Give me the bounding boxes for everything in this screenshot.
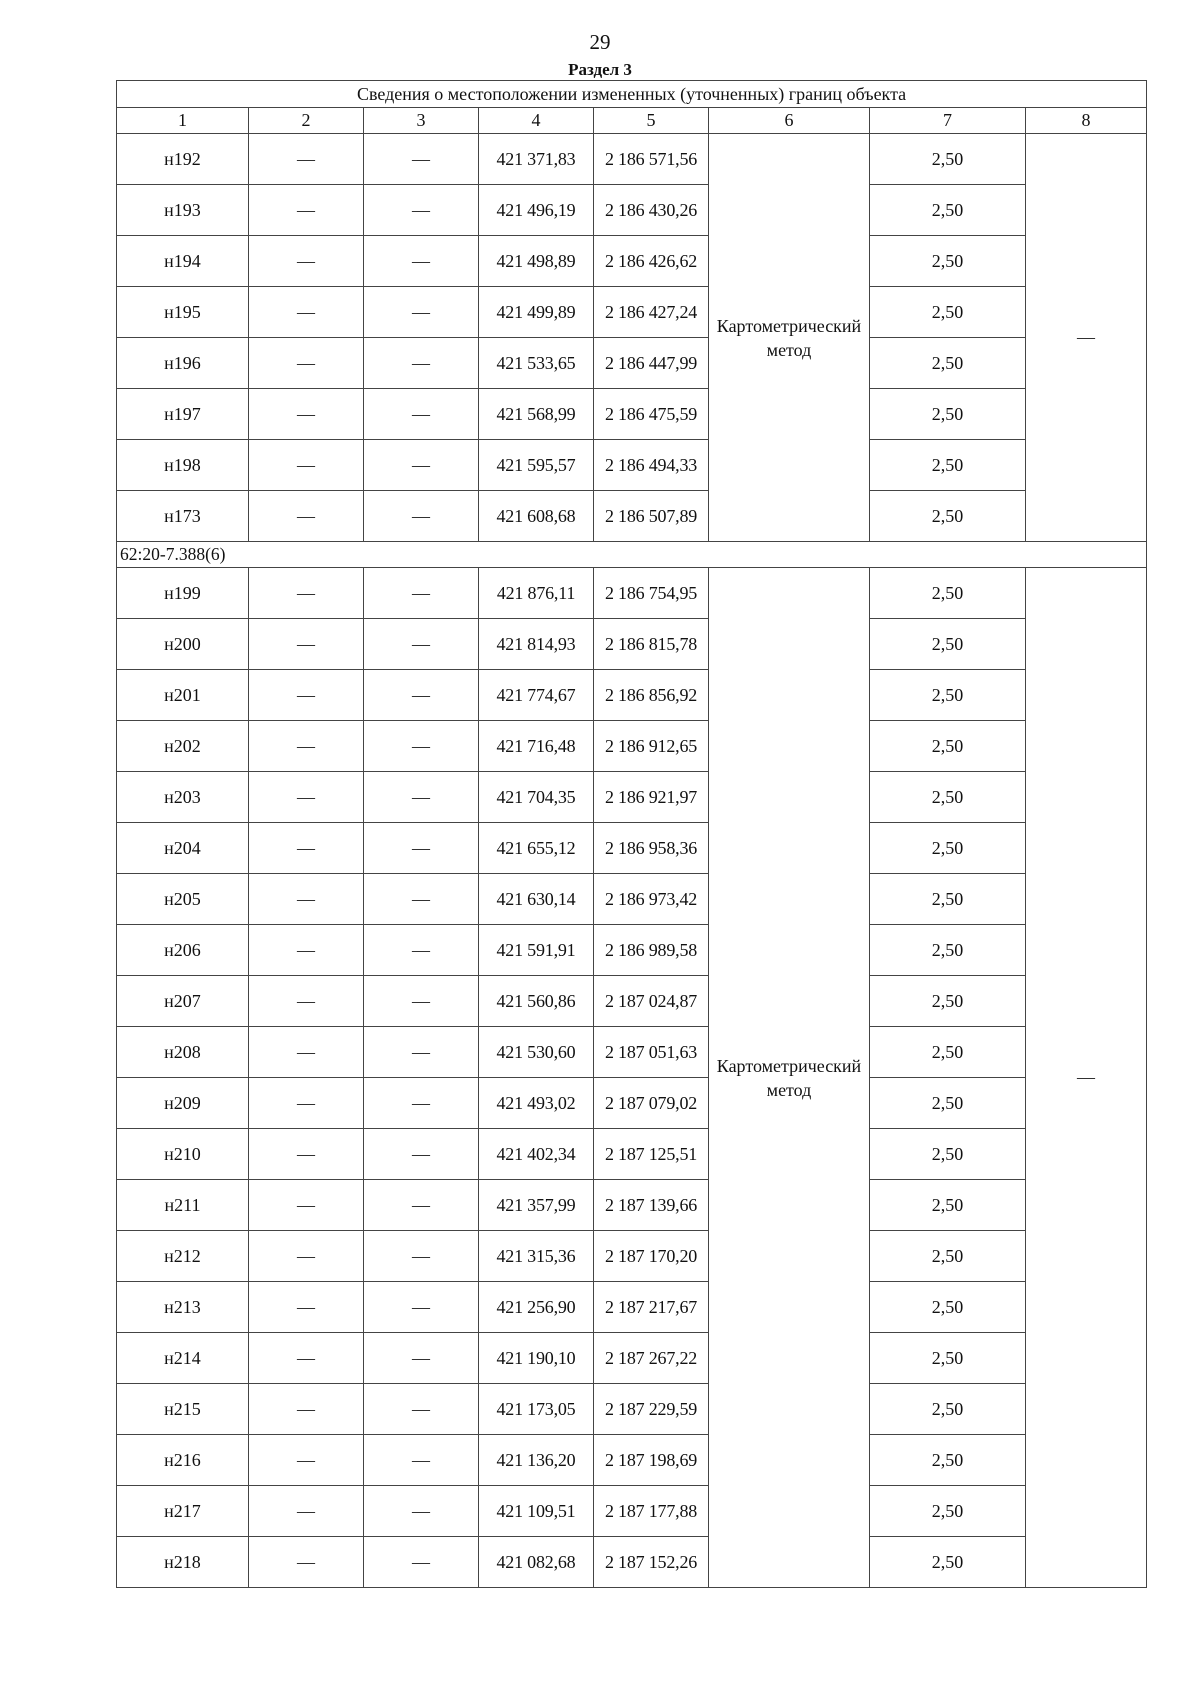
accuracy-cell: 2,50 <box>870 1333 1026 1384</box>
column-3-cell: — <box>364 134 479 185</box>
column-3-cell: — <box>364 619 479 670</box>
point-name-cell: н215 <box>117 1384 249 1435</box>
column-2-cell: — <box>249 389 364 440</box>
table-caption: Сведения о местоположении измененных (уточненных) границ объекта <box>117 81 1147 108</box>
point-name-cell: н195 <box>117 287 249 338</box>
coordinate-x-cell: 421 136,20 <box>479 1435 594 1486</box>
column-3-cell: — <box>364 1078 479 1129</box>
coordinate-x-cell: 421 530,60 <box>479 1027 594 1078</box>
accuracy-cell: 2,50 <box>870 134 1026 185</box>
accuracy-cell: 2,50 <box>870 1180 1026 1231</box>
column-2-cell: — <box>249 1231 364 1282</box>
coordinate-y-cell: 2 186 973,42 <box>594 874 709 925</box>
coordinate-x-cell: 421 499,89 <box>479 287 594 338</box>
column-3-cell: — <box>364 491 479 542</box>
column-2-cell: — <box>249 287 364 338</box>
point-name-cell: н201 <box>117 670 249 721</box>
column-2-cell: — <box>249 925 364 976</box>
table-row <box>117 823 1147 874</box>
accuracy-cell: 2,50 <box>870 185 1026 236</box>
coordinate-y-cell: 2 186 427,24 <box>594 287 709 338</box>
coordinate-x-cell: 421 371,83 <box>479 134 594 185</box>
column-2-cell: — <box>249 721 364 772</box>
coordinate-y-cell: 2 187 139,66 <box>594 1180 709 1231</box>
accuracy-cell: 2,50 <box>870 1129 1026 1180</box>
column-3-cell: — <box>364 1282 479 1333</box>
point-name-cell: н203 <box>117 772 249 823</box>
point-name-cell: н197 <box>117 389 249 440</box>
column-3-cell: — <box>364 874 479 925</box>
point-name-cell: н218 <box>117 1537 249 1588</box>
column-3-cell: — <box>364 440 479 491</box>
table-row <box>117 1384 1147 1435</box>
coordinate-x-cell: 421 655,12 <box>479 823 594 874</box>
table-row <box>117 568 1147 619</box>
coordinate-x-cell: 421 568,99 <box>479 389 594 440</box>
table-row <box>117 1027 1147 1078</box>
coordinate-x-cell: 421 876,11 <box>479 568 594 619</box>
column-2-cell: — <box>249 1129 364 1180</box>
cadastral-group-label: 62:20-7.388(6) <box>117 542 1147 568</box>
column-8-cell: — <box>1026 568 1147 1588</box>
column-number: 8 <box>1026 108 1147 134</box>
coordinate-y-cell: 2 187 267,22 <box>594 1333 709 1384</box>
accuracy-cell: 2,50 <box>870 1027 1026 1078</box>
coordinate-x-cell: 421 493,02 <box>479 1078 594 1129</box>
boundary-table <box>116 80 1147 1588</box>
coordinate-y-cell: 2 186 426,62 <box>594 236 709 287</box>
coordinate-y-cell: 2 186 494,33 <box>594 440 709 491</box>
accuracy-cell: 2,50 <box>870 976 1026 1027</box>
column-2-cell: — <box>249 1027 364 1078</box>
point-name-cell: н214 <box>117 1333 249 1384</box>
table-row <box>117 389 1147 440</box>
column-3-cell: — <box>364 721 479 772</box>
column-2-cell: — <box>249 1486 364 1537</box>
column-2-cell: — <box>249 1333 364 1384</box>
column-3-cell: — <box>364 1384 479 1435</box>
table-row <box>117 670 1147 721</box>
coordinate-y-cell: 2 187 229,59 <box>594 1384 709 1435</box>
point-name-cell: н208 <box>117 1027 249 1078</box>
point-name-cell: н202 <box>117 721 249 772</box>
accuracy-cell: 2,50 <box>870 236 1026 287</box>
column-2-cell: — <box>249 491 364 542</box>
table-row <box>117 1537 1147 1588</box>
column-2-cell: — <box>249 440 364 491</box>
coordinate-x-cell: 421 716,48 <box>479 721 594 772</box>
table-row <box>117 1333 1147 1384</box>
column-2-cell: — <box>249 1078 364 1129</box>
column-3-cell: — <box>364 1180 479 1231</box>
accuracy-cell: 2,50 <box>870 1384 1026 1435</box>
column-2-cell: — <box>249 134 364 185</box>
accuracy-cell: 2,50 <box>870 1537 1026 1588</box>
accuracy-cell: 2,50 <box>870 1078 1026 1129</box>
column-3-cell: — <box>364 1231 479 1282</box>
column-3-cell: — <box>364 185 479 236</box>
coordinate-x-cell: 421 498,89 <box>479 236 594 287</box>
point-name-cell: н199 <box>117 568 249 619</box>
column-3-cell: — <box>364 287 479 338</box>
coordinate-y-cell: 2 186 815,78 <box>594 619 709 670</box>
point-name-cell: н211 <box>117 1180 249 1231</box>
table-row <box>117 1282 1147 1333</box>
accuracy-cell: 2,50 <box>870 389 1026 440</box>
coordinate-x-cell: 421 814,93 <box>479 619 594 670</box>
table-row <box>117 925 1147 976</box>
point-name-cell: н213 <box>117 1282 249 1333</box>
accuracy-cell: 2,50 <box>870 568 1026 619</box>
accuracy-cell: 2,50 <box>870 1435 1026 1486</box>
coordinate-y-cell: 2 187 198,69 <box>594 1435 709 1486</box>
coordinate-y-cell: 2 186 856,92 <box>594 670 709 721</box>
accuracy-cell: 2,50 <box>870 925 1026 976</box>
table-row <box>117 491 1147 542</box>
column-number: 3 <box>364 108 479 134</box>
point-name-cell: н196 <box>117 338 249 389</box>
coordinate-x-cell: 421 774,67 <box>479 670 594 721</box>
column-number: 2 <box>249 108 364 134</box>
column-3-cell: — <box>364 823 479 874</box>
accuracy-cell: 2,50 <box>870 1282 1026 1333</box>
column-3-cell: — <box>364 772 479 823</box>
accuracy-cell: 2,50 <box>870 440 1026 491</box>
section-title: Раздел 3 <box>568 60 632 79</box>
coordinate-x-cell: 421 630,14 <box>479 874 594 925</box>
column-2-cell: — <box>249 823 364 874</box>
coordinate-x-cell: 421 533,65 <box>479 338 594 389</box>
method-cell: Картометрический метод <box>709 568 870 1588</box>
coordinate-y-cell: 2 187 177,88 <box>594 1486 709 1537</box>
coordinate-y-cell: 2 186 912,65 <box>594 721 709 772</box>
method-cell: Картометрический метод <box>709 134 870 542</box>
coordinate-y-cell: 2 186 571,56 <box>594 134 709 185</box>
accuracy-cell: 2,50 <box>870 338 1026 389</box>
column-3-cell: — <box>364 1027 479 1078</box>
accuracy-cell: 2,50 <box>870 491 1026 542</box>
point-name-cell: н173 <box>117 491 249 542</box>
table-row <box>117 874 1147 925</box>
coordinate-y-cell: 2 187 170,20 <box>594 1231 709 1282</box>
column-number: 4 <box>479 108 594 134</box>
column-3-cell: — <box>364 1333 479 1384</box>
column-3-cell: — <box>364 1486 479 1537</box>
coordinate-y-cell: 2 186 989,58 <box>594 925 709 976</box>
coordinate-x-cell: 421 560,86 <box>479 976 594 1027</box>
accuracy-cell: 2,50 <box>870 823 1026 874</box>
coordinate-y-cell: 2 187 217,67 <box>594 1282 709 1333</box>
table-row <box>117 440 1147 491</box>
table-row <box>117 1486 1147 1537</box>
table-row <box>117 1231 1147 1282</box>
table-caption-row <box>117 81 1147 108</box>
coordinate-x-cell: 421 591,91 <box>479 925 594 976</box>
column-number: 1 <box>117 108 249 134</box>
table-row <box>117 1435 1147 1486</box>
column-2-cell: — <box>249 1282 364 1333</box>
point-name-cell: н207 <box>117 976 249 1027</box>
column-2-cell: — <box>249 670 364 721</box>
column-number-row <box>117 108 1147 134</box>
point-name-cell: н206 <box>117 925 249 976</box>
table-row <box>117 1078 1147 1129</box>
column-3-cell: — <box>364 236 479 287</box>
point-name-cell: н200 <box>117 619 249 670</box>
coordinate-y-cell: 2 187 079,02 <box>594 1078 709 1129</box>
coordinate-x-cell: 421 496,19 <box>479 185 594 236</box>
point-name-cell: н212 <box>117 1231 249 1282</box>
accuracy-cell: 2,50 <box>870 874 1026 925</box>
column-3-cell: — <box>364 568 479 619</box>
table-row <box>117 619 1147 670</box>
column-2-cell: — <box>249 185 364 236</box>
column-2-cell: — <box>249 619 364 670</box>
point-name-cell: н205 <box>117 874 249 925</box>
column-3-cell: — <box>364 1435 479 1486</box>
point-name-cell: н216 <box>117 1435 249 1486</box>
coordinate-y-cell: 2 186 507,89 <box>594 491 709 542</box>
coordinate-y-cell: 2 187 051,63 <box>594 1027 709 1078</box>
accuracy-cell: 2,50 <box>870 670 1026 721</box>
table-row <box>117 185 1147 236</box>
coordinate-x-cell: 421 082,68 <box>479 1537 594 1588</box>
coordinate-x-cell: 421 109,51 <box>479 1486 594 1537</box>
point-name-cell: н204 <box>117 823 249 874</box>
point-name-cell: н194 <box>117 236 249 287</box>
coordinate-x-cell: 421 608,68 <box>479 491 594 542</box>
table-body <box>117 134 1147 1588</box>
column-3-cell: — <box>364 389 479 440</box>
coordinate-y-cell: 2 187 152,26 <box>594 1537 709 1588</box>
point-name-cell: н209 <box>117 1078 249 1129</box>
point-name-cell: н198 <box>117 440 249 491</box>
accuracy-cell: 2,50 <box>870 1486 1026 1537</box>
column-3-cell: — <box>364 976 479 1027</box>
table-row <box>117 287 1147 338</box>
column-2-cell: — <box>249 236 364 287</box>
table-row <box>117 338 1147 389</box>
table-row <box>117 772 1147 823</box>
accuracy-cell: 2,50 <box>870 772 1026 823</box>
column-number: 6 <box>709 108 870 134</box>
accuracy-cell: 2,50 <box>870 721 1026 772</box>
group-header-row <box>117 542 1147 568</box>
column-2-cell: — <box>249 338 364 389</box>
column-2-cell: — <box>249 1435 364 1486</box>
table-row <box>117 1129 1147 1180</box>
page-number: 29 <box>589 30 611 54</box>
coordinate-y-cell: 2 187 125,51 <box>594 1129 709 1180</box>
coordinate-y-cell: 2 186 754,95 <box>594 568 709 619</box>
table-row <box>117 721 1147 772</box>
coordinate-x-cell: 421 173,05 <box>479 1384 594 1435</box>
column-3-cell: — <box>364 1129 479 1180</box>
table-row <box>117 236 1147 287</box>
coordinate-y-cell: 2 186 430,26 <box>594 185 709 236</box>
column-number: 7 <box>870 108 1026 134</box>
column-2-cell: — <box>249 976 364 1027</box>
column-3-cell: — <box>364 1537 479 1588</box>
coordinate-x-cell: 421 595,57 <box>479 440 594 491</box>
coordinate-y-cell: 2 186 447,99 <box>594 338 709 389</box>
column-2-cell: — <box>249 1537 364 1588</box>
column-number: 5 <box>594 108 709 134</box>
coordinate-x-cell: 421 357,99 <box>479 1180 594 1231</box>
coordinate-x-cell: 421 402,34 <box>479 1129 594 1180</box>
column-8-cell: — <box>1026 134 1147 542</box>
coordinate-x-cell: 421 256,90 <box>479 1282 594 1333</box>
table-row <box>117 1180 1147 1231</box>
point-name-cell: н193 <box>117 185 249 236</box>
table-row <box>117 134 1147 185</box>
table-row <box>117 976 1147 1027</box>
column-2-cell: — <box>249 568 364 619</box>
coordinate-x-cell: 421 704,35 <box>479 772 594 823</box>
column-2-cell: — <box>249 772 364 823</box>
column-2-cell: — <box>249 1384 364 1435</box>
column-3-cell: — <box>364 670 479 721</box>
column-2-cell: — <box>249 874 364 925</box>
accuracy-cell: 2,50 <box>870 1231 1026 1282</box>
point-name-cell: н217 <box>117 1486 249 1537</box>
column-2-cell: — <box>249 1180 364 1231</box>
column-3-cell: — <box>364 338 479 389</box>
coordinate-y-cell: 2 186 475,59 <box>594 389 709 440</box>
accuracy-cell: 2,50 <box>870 287 1026 338</box>
coordinate-y-cell: 2 186 921,97 <box>594 772 709 823</box>
point-name-cell: н192 <box>117 134 249 185</box>
point-name-cell: н210 <box>117 1129 249 1180</box>
coordinate-y-cell: 2 186 958,36 <box>594 823 709 874</box>
coordinate-y-cell: 2 187 024,87 <box>594 976 709 1027</box>
accuracy-cell: 2,50 <box>870 619 1026 670</box>
column-3-cell: — <box>364 925 479 976</box>
coordinate-x-cell: 421 315,36 <box>479 1231 594 1282</box>
coordinate-x-cell: 421 190,10 <box>479 1333 594 1384</box>
